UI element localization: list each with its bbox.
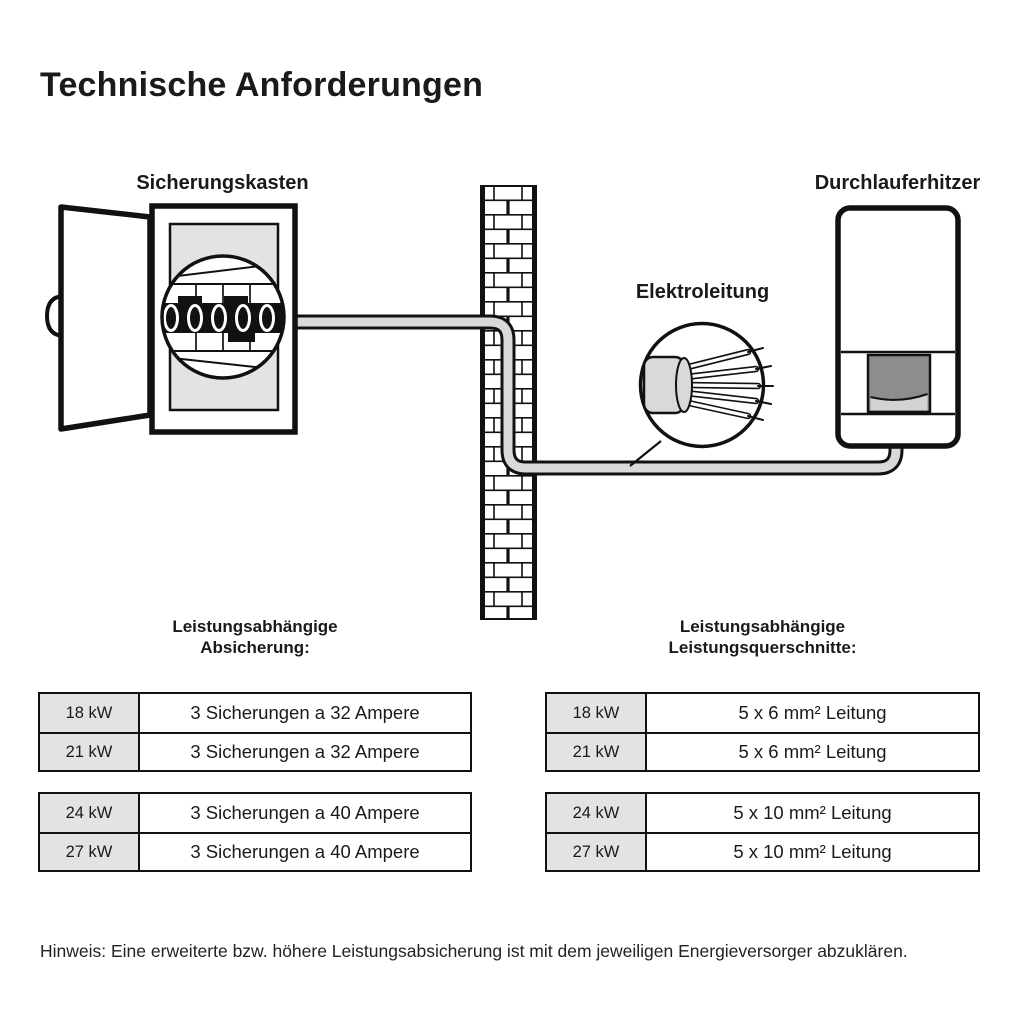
cable-cross-section-detail-circle	[630, 324, 773, 467]
left-table-heading-line1: Leistungsabhängige	[172, 617, 338, 636]
cable-table-group-2	[545, 792, 980, 872]
breaker-detail-circle	[160, 256, 286, 378]
power-cable-illustration	[295, 322, 896, 468]
right-table-heading	[545, 616, 980, 658]
right-table-heading-line1: Leistungsabhängige	[679, 617, 846, 636]
heater-label: Durchlauferhitzer	[814, 172, 981, 194]
power-rating-cell: 27 kW	[40, 834, 140, 870]
table-row	[40, 694, 470, 732]
page-title: Technische Anforderungen	[40, 66, 484, 104]
cable-label: Elektroleitung	[635, 281, 770, 303]
fuse-table-group-2	[38, 792, 472, 872]
power-rating-cell: 21 kW	[547, 734, 647, 770]
power-rating-cell: 24 kW	[547, 794, 647, 832]
fuse-spec-cell: 3 Sicherungen a 32 Ampere	[190, 741, 420, 762]
left-table-heading-line2: Absicherung:	[200, 638, 310, 657]
fuse-box-door	[61, 207, 150, 429]
table-row	[40, 732, 470, 770]
fuse-box-label: Sicherungskasten	[136, 172, 309, 194]
table-row	[547, 694, 978, 732]
power-rating-cell: 18 kW	[40, 694, 140, 732]
table-row	[40, 832, 470, 870]
fuse-spec-cell: 3 Sicherungen a 32 Ampere	[190, 702, 420, 723]
fuse-box-illustration	[47, 206, 295, 432]
power-rating-cell: 24 kW	[40, 794, 140, 832]
power-rating-cell: 27 kW	[547, 834, 647, 870]
cable-spec-cell: 5 x 6 mm² Leitung	[738, 741, 887, 762]
left-table-heading	[38, 616, 472, 658]
power-rating-cell: 21 kW	[40, 734, 140, 770]
table-row	[547, 832, 978, 870]
cable-spec-cell: 5 x 10 mm² Leitung	[733, 841, 892, 862]
table-row	[40, 794, 470, 832]
cable-table-group-1	[545, 692, 980, 772]
power-rating-cell: 18 kW	[547, 694, 647, 732]
table-row	[547, 794, 978, 832]
right-table-heading-line2: Leistungsquerschnitte:	[668, 638, 857, 657]
footer-note: Hinweis: Eine erweiterte bzw. höhere Leistungsabsicherung ist mit dem jeweiligen Energieversorger abzuklären.	[40, 941, 908, 961]
fuse-spec-cell: 3 Sicherungen a 40 Ampere	[190, 841, 420, 862]
fuse-spec-cell: 3 Sicherungen a 40 Ampere	[190, 802, 420, 823]
cable-spec-cell: 5 x 6 mm² Leitung	[738, 702, 887, 723]
table-row	[547, 732, 978, 770]
water-heater-illustration	[838, 208, 958, 446]
fuse-table-group-1	[38, 692, 472, 772]
cable-spec-cell: 5 x 10 mm² Leitung	[733, 802, 892, 823]
